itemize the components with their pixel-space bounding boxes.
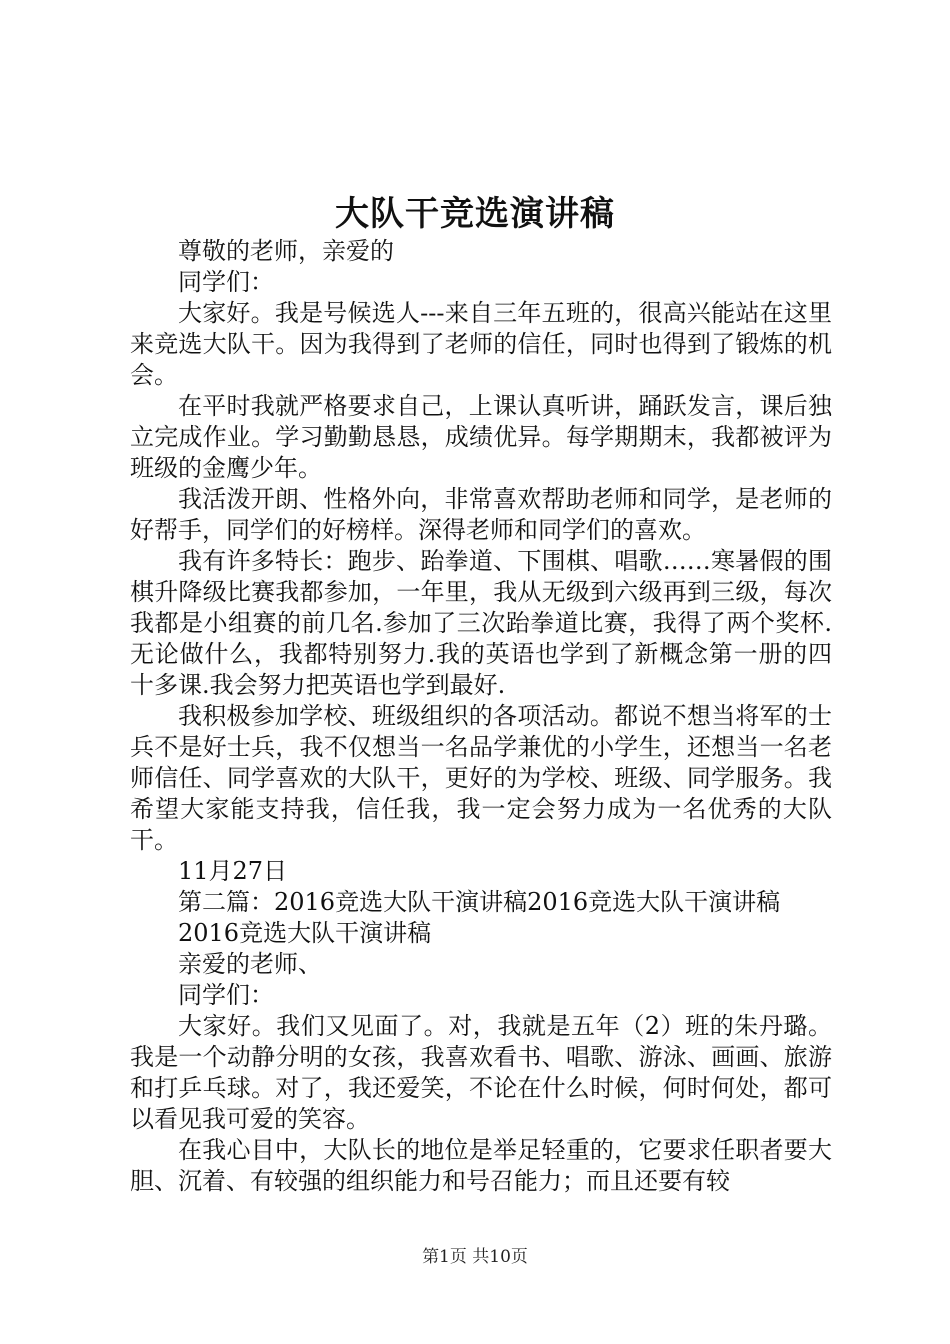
- paragraph: 大家好。我是号候选人---来自三年五班的，很高兴能站在这里来竞选大队干。因为我得到了老师的信任，同时也得到了锻炼的机会。: [130, 299, 832, 389]
- paragraph: 同学们：: [178, 981, 274, 1009]
- page-footer: 第1页 共10页: [422, 1247, 528, 1267]
- paragraph: 同学们：: [178, 268, 274, 296]
- paragraph: 我有许多特长：跑步、跆拳道、下围棋、唱歌……寒暑假的围棋升降级比赛我都参加，一年里，我从无级到六级再到三级，每次我都是小组赛的前几名.参加了三次跆拳道比赛，我得了两个奖杯.无论做什么，我都特别努力.我的英语也学到了新概念第一册的四十多课.我会努力把英语也学到最好.: [130, 547, 832, 699]
- section-heading: 第二篇：2016竞选大队干演讲稿2016竞选大队干演讲稿: [178, 888, 781, 916]
- paragraph: 在平时我就严格要求自己，上课认真听讲，踊跃发言，课后独立完成作业。学习勤勤恳恳，成绩优异。每学期期末，我都被评为班级的金鹰少年。: [130, 392, 832, 482]
- paragraph: 在我心目中，大队长的地位是举足轻重的，它要求任职者要大胆、沉着、有较强的组织能力和号召能力；而且还要有较: [130, 1136, 832, 1195]
- paragraph: 我积极参加学校、班级组织的各项活动。都说不想当将军的士兵不是好士兵，我不仅想当一名品学兼优的小学生，还想当一名老师信任、同学喜欢的大队干，更好的为学校、班级、同学服务。我希望大家能支持我，信任我，我一定会努力成为一名优秀的大队干。: [130, 702, 832, 854]
- paragraph: 尊敬的老师，亲爱的: [178, 237, 394, 265]
- paragraph: 我活泼开朗、性格外向，非常喜欢帮助老师和同学，是老师的好帮手，同学们的好榜样。深得老师和同学们的喜欢。: [130, 485, 832, 544]
- paragraph: 亲爱的老师、: [178, 950, 322, 978]
- paragraph: 大家好。我们又见面了。对，我就是五年（2）班的朱丹璐。我是一个动静分明的女孩，我喜欢看书、唱歌、游泳、画画、旅游和打乒乓球。对了，我还爱笑，不论在什么时候，何时何处，都可以看见我可爱的笑容。: [130, 1012, 832, 1133]
- document-body: [130, 236, 832, 1197]
- section-subheading: 2016竞选大队干演讲稿: [178, 919, 432, 947]
- date-line: 11月27日: [178, 857, 288, 885]
- page-title: 大队干竞选演讲稿: [335, 194, 615, 234]
